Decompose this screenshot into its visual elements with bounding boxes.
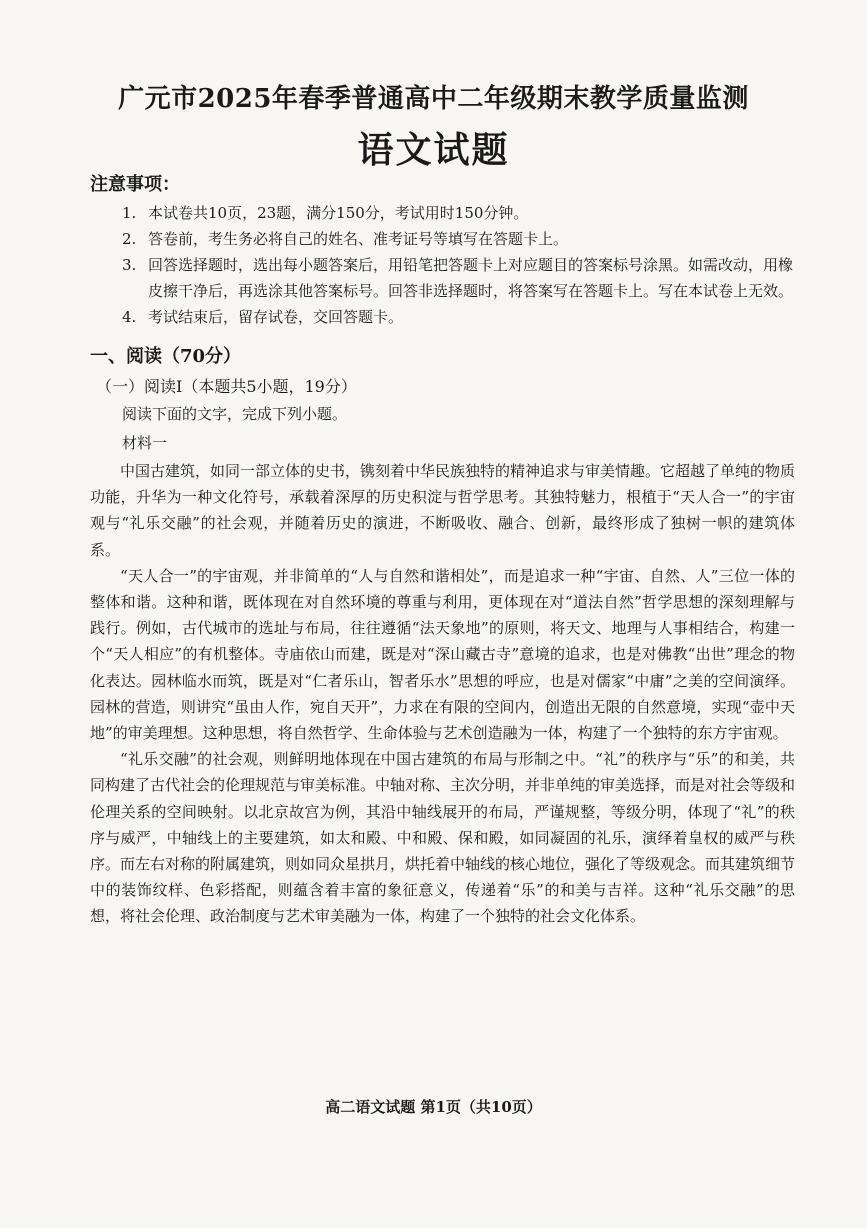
notice-item-text: 考试结束后，留存试卷，交回答题卡。 [148, 308, 404, 326]
notice-item [122, 252, 802, 304]
notice-item-number: 2. [122, 230, 137, 248]
notice-item [122, 200, 802, 226]
notice-item-number: 4. [122, 308, 137, 326]
section-title: 一、阅读（70分） [90, 346, 242, 367]
subject-title: 语文试题 [357, 129, 510, 171]
paragraph: “礼乐交融”的社会观，则鲜明地体现在中国古建筑的布局与形制之中。“礼”的秩序与“乐”的和美，共同构建了古代社会的伦理规范与审美标准。中轴对称、主次分明，并非单纯的审美选择，而是对社会等级和伦理关系的空间映射。以北京故宫为例，其沿中轴线展开的布局，严谨规整，等级分明，体现了“礼”的秩序与威严，中轴线上的主要建筑，如太和殿、中和殿、保和殿，如同凝固的礼乐，演绎着皇权的威严与秩序。而左右对称的附属建筑，则如同众星拱月，烘托着中轴线的核心地位，强化了等级观念。而其建筑细节中的装饰纹样、色彩搭配，则蕴含着丰富的象征意义，传递着“乐”的和美与吉祥。这种“礼乐交融”的思想，将社会伦理、政治制度与艺术审美融为一体，构建了一个独特的社会文化体系。 [90, 750, 796, 926]
notice-heading: 注意事项： [90, 174, 180, 195]
notice-list [122, 200, 802, 330]
page-footer: 高二语文试题 第1页（共10页） [325, 1098, 542, 1116]
material-text [90, 458, 795, 930]
exam-title: 广元市2025年春季普通高中二年级期末教学质量监测 [118, 84, 749, 114]
reading-instruction: 阅读下面的文字，完成下列小题。 [122, 405, 348, 423]
notice-item-text: 回答选择题时，选出每小题答案后，用铅笔把答题卡上对应题目的答案标号涂黑。如需改动，用橡皮擦干净后，再选涂其他答案标号。回答非选择题时，将答案写在答题卡上。写在本试卷上无效。 [148, 256, 794, 300]
notice-item-number: 1. [122, 204, 137, 222]
notice-item-number: 3. [122, 256, 137, 274]
notice-item-text: 本试卷共10页，23题，满分150分，考试用时150分钟。 [148, 204, 529, 222]
notice-item [122, 226, 802, 252]
subsection-title: （一）阅读Ⅰ（本题共5小题，19分） [96, 377, 357, 396]
notice-item-text: 答卷前，考生务必将自己的姓名、准考证号等填写在答题卡上。 [148, 230, 569, 248]
material-label: 材料一 [122, 434, 168, 452]
paragraph: 中国古建筑，如同一部立体的史书，镌刻着中华民族独特的精神追求与审美情趣。它超越了单纯的物质功能，升华为一种文化符号，承载着深厚的历史积淀与哲学思考。其独特魅力，根植于“天人合一”的宇宙观与“礼乐交融”的社会观，并随着历史的演进，不断吸收、融合、创新，最终形成了独树一帜的建筑体系。 [90, 462, 796, 559]
paragraph: “天人合一”的宇宙观，并非简单的“人与自然和谐相处”，而是追求一种“宇宙、自然、人”三位一体的整体和谐。这种和谐，既体现在对自然环境的尊重与利用，更体现在对“道法自然”哲学思想的深刻理解与践行。例如，古代城市的选址与布局，往往遵循“法天象地”的原则，将天文、地理与人事相结合，构建一个“天人相应”的有机整体。寺庙依山而建，既是对“深山藏古寺”意境的追求，也是对佛教“出世”理念的物化表达。园林临水而筑，既是对“仁者乐山，智者乐水”思想的呼应，也是对儒家“中庸”之美的空间演绎。园林的营造，则讲究“虽由人作，宛自天开”，力求在有限的空间内，创造出无限的自然意境，实现“壶中天地”的审美理想。这种思想，将自然哲学、生命体验与艺术创造融为一体，构建了一个独特的东方宇宙观。 [90, 566, 795, 743]
notice-item [122, 304, 802, 330]
